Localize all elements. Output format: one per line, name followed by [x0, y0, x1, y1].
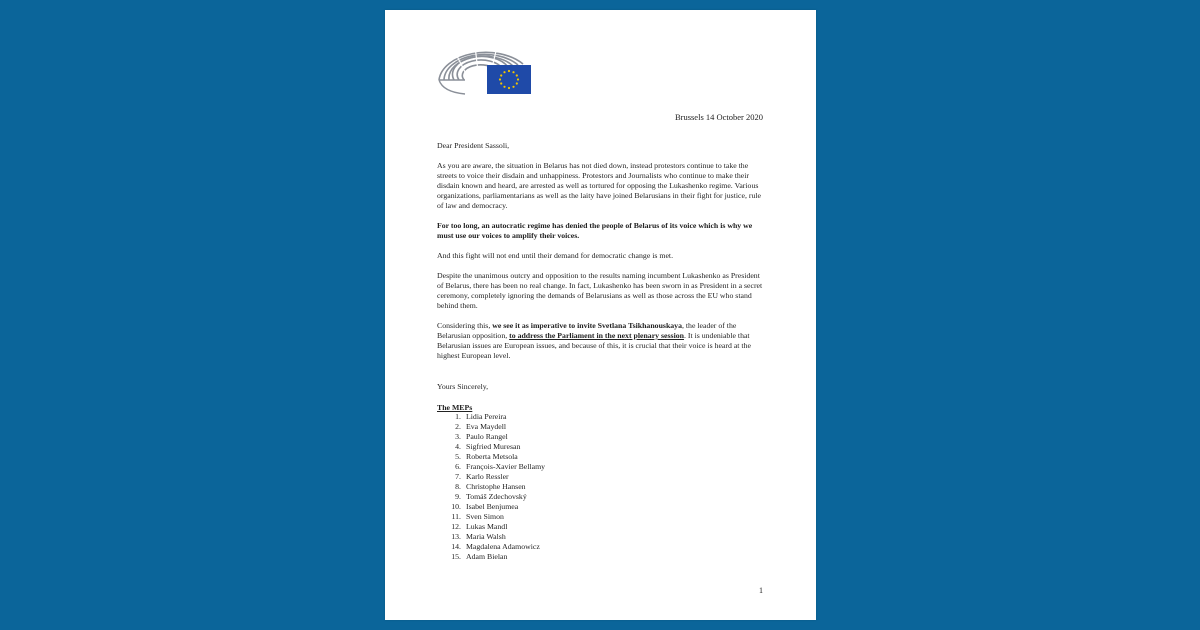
- mep-number: 8.: [455, 482, 461, 491]
- mep-item: [447, 462, 545, 472]
- paragraph-3: And this fight will not end until their demand for democratic change is met.: [437, 251, 674, 260]
- paragraph-5-invite: we see it as imperative to invite Svetlana Tsikhanouskaya: [492, 321, 682, 330]
- mep-name: Karlo Ressler: [466, 472, 509, 481]
- european-parliament-logo: [435, 40, 535, 98]
- mep-number: 4.: [455, 442, 461, 451]
- mep-item: [447, 492, 545, 502]
- mep-number: 15.: [451, 552, 461, 561]
- hemicycle-icon: [435, 40, 535, 98]
- mep-number: 1.: [455, 412, 461, 421]
- paragraph-5-part-e: . It is undeniable that Belarusian issues are European issues, and because of this, it is crucial that their voice is heard at the highest European level.: [437, 331, 751, 360]
- page-number: 1: [759, 586, 763, 595]
- mep-name: Sven Simon: [466, 512, 504, 521]
- mep-number: 14.: [451, 542, 461, 551]
- mep-item: [447, 542, 545, 552]
- mep-name: Adam Bielan: [466, 552, 508, 561]
- mep-item: [447, 442, 545, 452]
- letter-date: Brussels 14 October 2020: [674, 112, 763, 122]
- paragraph-5-part-c: , the leader of the Belarusian opposition,: [437, 321, 737, 340]
- mep-number: 7.: [455, 472, 461, 481]
- mep-name: Roberta Metsola: [466, 452, 518, 461]
- salutation: Dear President Sassoli,: [437, 141, 510, 150]
- mep-name: Lidia Pereira: [466, 412, 507, 421]
- paragraph-2-bold: For too long, an autocratic regime has denied the people of Belarus of its voice which is why we must use our voices to amplify their voices.: [437, 221, 753, 240]
- mep-name: Lukas Mandl: [466, 522, 508, 531]
- mep-number: 12.: [451, 522, 461, 531]
- mep-item: [447, 412, 545, 422]
- mep-item: [447, 502, 545, 512]
- meps-title: The MEPs: [437, 403, 473, 412]
- paragraph-4: Despite the unanimous outcry and opposition to the results naming incumbent Lukashenko as President of Belarus, there has been no real change. In fact, Lukashenko has been sworn in as President in a secret ceremony, completely ignoring the demands of Belarusians as well as those across the EU who stand behind them.: [437, 271, 763, 310]
- mep-item: [447, 432, 545, 442]
- eu-flag-icon: [487, 65, 531, 94]
- mep-number: 9.: [455, 492, 461, 501]
- meps-list: [447, 412, 545, 562]
- mep-name: Isabel Benjumea: [466, 502, 519, 511]
- mep-name: Paulo Rangel: [466, 432, 508, 441]
- mep-name: François-Xavier Bellamy: [466, 462, 546, 471]
- mep-item: [447, 482, 545, 492]
- mep-number: 10.: [451, 502, 461, 511]
- mep-number: 3.: [455, 432, 461, 441]
- mep-item: [447, 552, 545, 562]
- letter-page: [385, 10, 816, 620]
- mep-item: [447, 522, 545, 532]
- mep-number: 2.: [455, 422, 461, 431]
- mep-item: [447, 452, 545, 462]
- mep-item: [447, 532, 545, 542]
- mep-item: [447, 512, 545, 522]
- mep-name: Tomáš Zdechovský: [466, 492, 527, 501]
- mep-number: 5.: [455, 452, 461, 461]
- mep-name: Maria Walsh: [466, 532, 506, 541]
- paragraph-5-plenary: to address the Parliament in the next plenary session: [509, 331, 684, 340]
- paragraph-2: [437, 221, 767, 241]
- mep-item: [447, 422, 545, 432]
- mep-name: Christophe Hansen: [466, 482, 526, 491]
- mep-number: 11.: [451, 512, 461, 521]
- mep-number: 13.: [451, 532, 461, 541]
- mep-name: Magdalena Adamowicz: [466, 542, 540, 551]
- mep-name: Eva Maydell: [466, 422, 507, 431]
- mep-item: [447, 472, 545, 482]
- closing: Yours Sincerely,: [437, 382, 489, 391]
- mep-name: Sigfried Muresan: [466, 442, 521, 451]
- paragraph-5: [437, 321, 767, 361]
- paragraph-1: As you are aware, the situation in Belarus has not died down, instead protestors continue to take the streets to voice their disdain and unhappiness. Protestors and Journalists who continue to make their disdain known and heard, are arrested as well as tortured for opposing the Lukashenko regime. Various organizations, parliamentarians as well as the laity have joined Belarusians in their fight for justice, rule of law and democracy.: [437, 161, 761, 210]
- mep-number: 6.: [455, 462, 461, 471]
- letter-body: [437, 141, 767, 371]
- paragraph-5-part-a: Considering this,: [437, 321, 493, 330]
